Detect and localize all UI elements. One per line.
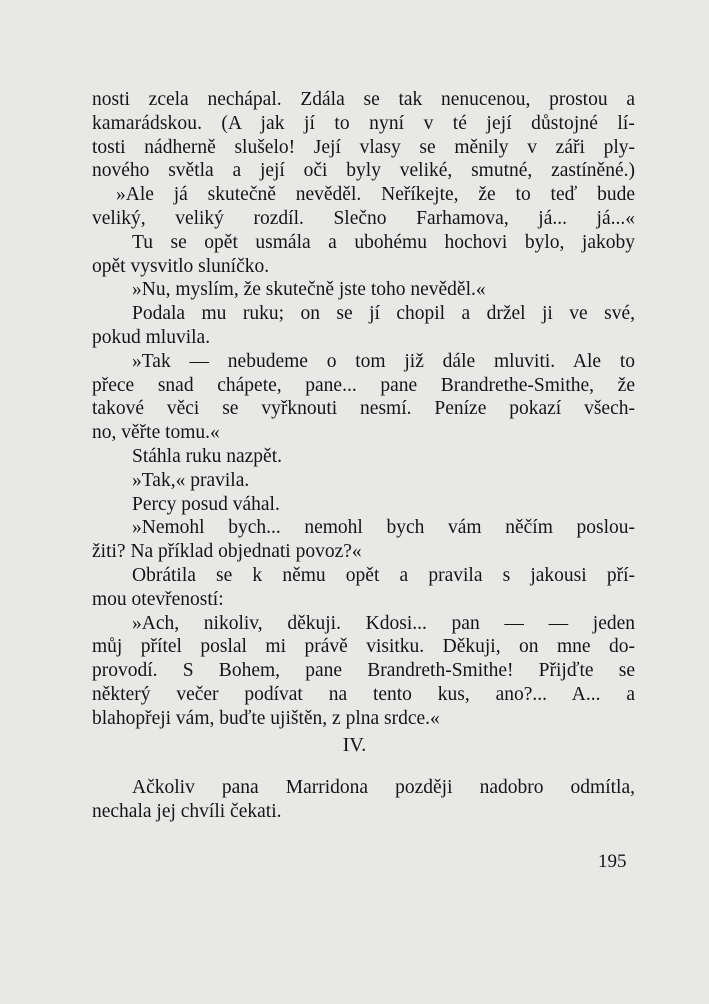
text-line: kamarádskou. (A jak jí to nyní v té její důstojné lí- — [92, 112, 635, 134]
text-line: opět vysvitlo sluníčko. — [92, 255, 270, 277]
text-line: pokud mluvila. — [92, 326, 211, 348]
text-line: Obrátila se k němu opět a pravila s jakousi pří- — [132, 564, 635, 586]
text-line: takové věci se vyřknouti nesmí. Peníze pokazí všech- — [92, 398, 635, 420]
chapter-text — [92, 776, 635, 824]
text-line: nosti zcela nechápal. Zdála se tak nenucenou, prostou a — [92, 89, 635, 110]
text-line: přece snad chápete, pane... pane Brandrethe-Smithe, že — [92, 374, 635, 396]
text-line: »Ach, nikoliv, děkuji. Kdosi... pan — — jeden — [132, 612, 635, 634]
text-line: blahopřeji vám, buďte ujištěn, z plna srdce.« — [92, 707, 440, 729]
body-text — [92, 88, 635, 731]
text-line: »Nemohl bych... nemohl bych vám něčím poslou- — [132, 517, 635, 539]
page-number: 195 — [598, 851, 627, 872]
text-line: mou otevřeností: — [92, 588, 224, 610]
text-line: nového světla a její oči byly veliké, smutné, zastíněné.) — [92, 160, 635, 182]
text-line: Tu se opět usmála a ubohému hochovi bylo, jakoby — [132, 231, 635, 253]
chapter-heading: IV. — [342, 734, 367, 756]
text-line: žiti? Na příklad objednati povoz?« — [92, 541, 362, 563]
text-line: Percy posud váhal. — [132, 493, 280, 515]
text-line: no, věřte tomu.« — [92, 422, 220, 444]
text-line: »Ale já skutečně nevěděl. Neříkejte, že to teď bude — [116, 184, 635, 206]
text-line: veliký, veliký rozdíl. Slečno Farhamova, já... já...« — [92, 207, 635, 229]
text-line: Podala mu ruku; on se jí chopil a držel ji ve své, — [132, 303, 635, 325]
text-line: »Tak,« pravila. — [132, 469, 250, 491]
text-line: »Tak — nebudeme o tom již dále mluviti. Ale to — [132, 350, 635, 372]
text-line: můj přítel poslal mi právě visitku. Děkuji, on mne do- — [92, 636, 635, 658]
text-line: »Nu, myslím, že skutečně jste toho nevěděl.« — [132, 279, 486, 301]
text-line: tosti nádherně slušelo! Její vlasy se měnily v záři ply- — [92, 136, 635, 158]
text-line: Ačkoliv pana Marridona později nadobro odmítla, — [132, 777, 635, 798]
text-line: Stáhla ruku nazpět. — [132, 445, 282, 467]
text-line: nechala jej chvíli čekati. — [92, 800, 282, 822]
text-line: některý večer podívat na tento kus, ano?... A... a — [92, 683, 635, 705]
text-line: provodí. S Bohem, pane Brandreth-Smithe! Přijďte se — [92, 660, 635, 682]
